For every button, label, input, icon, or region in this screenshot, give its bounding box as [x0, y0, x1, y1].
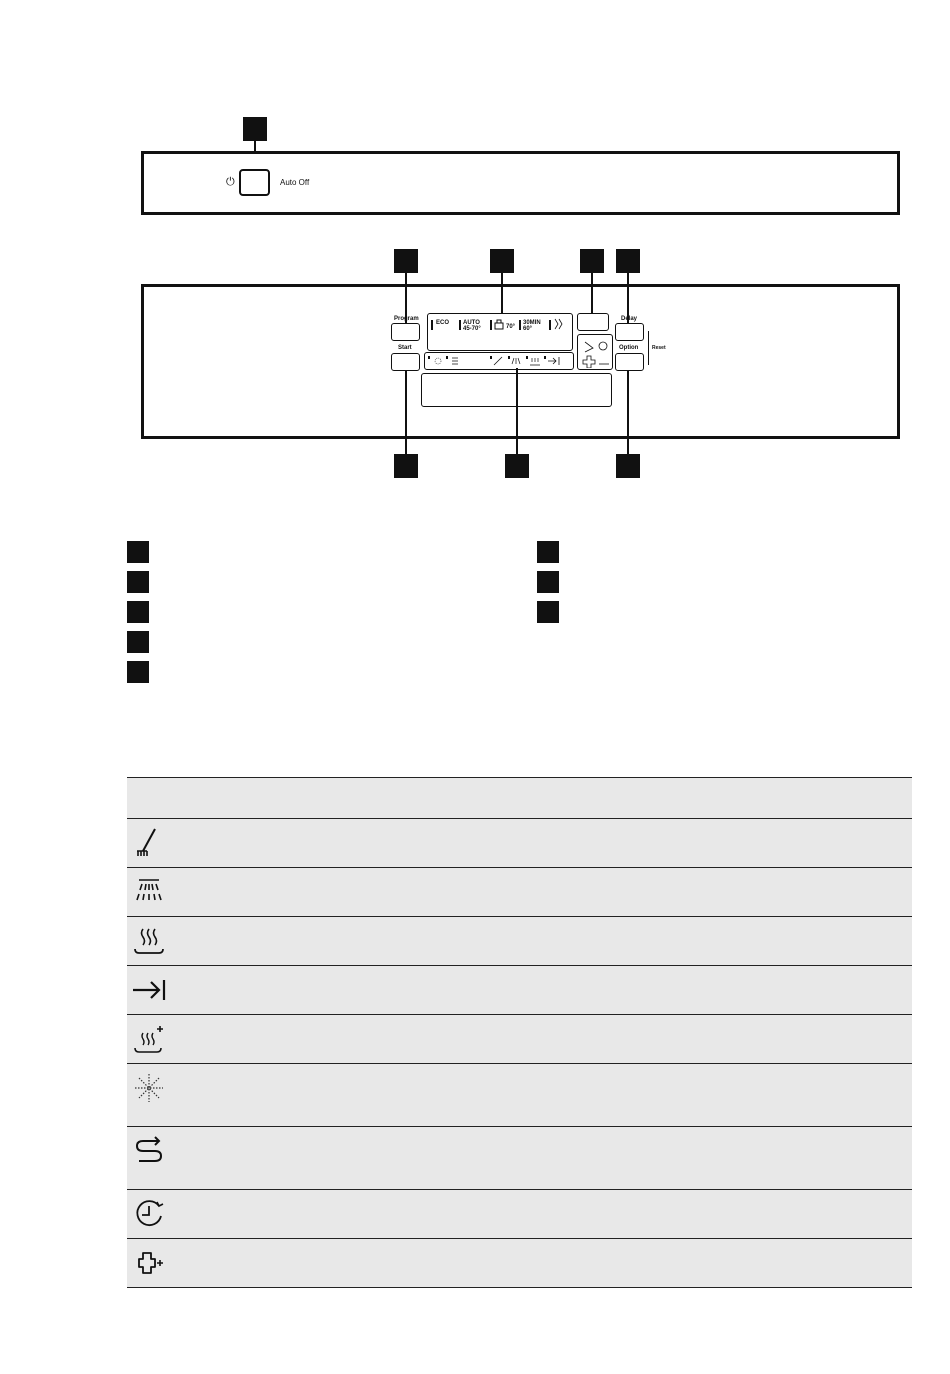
table-row	[127, 1239, 912, 1288]
program-auto: AUTO 45-70°	[463, 320, 481, 332]
table-row	[127, 966, 912, 1015]
indicator-icons	[579, 336, 611, 368]
delay-button[interactable]	[615, 323, 644, 341]
extra-dry-icon	[131, 1021, 167, 1057]
legend-marker-7	[537, 571, 559, 593]
program-led-5	[549, 320, 551, 330]
power-symbol-icon: ⏻	[226, 176, 235, 188]
symbols-table	[127, 777, 912, 1288]
legend-marker-1	[127, 541, 149, 563]
table-row	[127, 819, 912, 868]
program-eco: ECO	[436, 320, 450, 326]
spray-icon	[131, 874, 167, 910]
glass-icon	[553, 318, 565, 330]
program-label: Program	[394, 316, 419, 322]
callout-4-line	[591, 273, 593, 315]
callout-7	[505, 454, 529, 478]
table-row	[127, 1064, 912, 1127]
callout-1	[243, 117, 267, 141]
callout-5	[616, 249, 640, 273]
power-button[interactable]	[239, 169, 270, 196]
end-arrow-icon	[131, 972, 167, 1008]
delay-label: Delay	[621, 316, 638, 322]
legend-marker-4	[127, 631, 149, 653]
reset-bracket	[648, 331, 649, 365]
sparkle-icon	[131, 1070, 167, 1106]
option-label: Option	[619, 345, 639, 351]
callout-8-line	[627, 371, 629, 455]
auto-off-label: Auto Off	[280, 178, 310, 187]
callout-3	[490, 249, 514, 273]
time-display	[577, 313, 609, 331]
program-led-3	[490, 320, 492, 330]
program-led-2	[459, 320, 461, 330]
program-led-4	[519, 320, 521, 330]
table-row	[127, 1127, 912, 1190]
legend-marker-6	[537, 541, 559, 563]
callout-7-line	[516, 368, 518, 455]
legend-marker-3	[127, 601, 149, 623]
option-display-icons	[428, 355, 570, 367]
brush-icon	[131, 825, 167, 861]
program-70: 70°	[506, 324, 516, 330]
program-led-1	[431, 320, 433, 330]
callout-4	[580, 249, 604, 273]
start-button[interactable]	[391, 353, 420, 371]
start-label: Start	[398, 345, 412, 351]
reset-label: Reset	[652, 345, 666, 351]
rinse-aid-icon	[131, 1133, 167, 1169]
delay-clock-icon	[131, 1196, 167, 1232]
option-button[interactable]	[615, 353, 644, 371]
callout-8	[616, 454, 640, 478]
table-row	[127, 868, 912, 917]
program-30min: 30MIN 60°	[523, 320, 541, 332]
pot-icon	[494, 318, 504, 330]
callout-6-line	[405, 371, 407, 455]
table-row	[127, 917, 912, 966]
legend-marker-5	[127, 661, 149, 683]
callout-2	[394, 249, 418, 273]
table-row	[127, 1015, 912, 1064]
callout-6	[394, 454, 418, 478]
legend-marker-8	[537, 601, 559, 623]
table-header-row	[127, 778, 912, 819]
program-button[interactable]	[391, 323, 420, 341]
option-plus-icon	[131, 1245, 167, 1281]
heat-dry-icon	[131, 923, 167, 959]
legend-marker-2	[127, 571, 149, 593]
table-row	[127, 1190, 912, 1239]
